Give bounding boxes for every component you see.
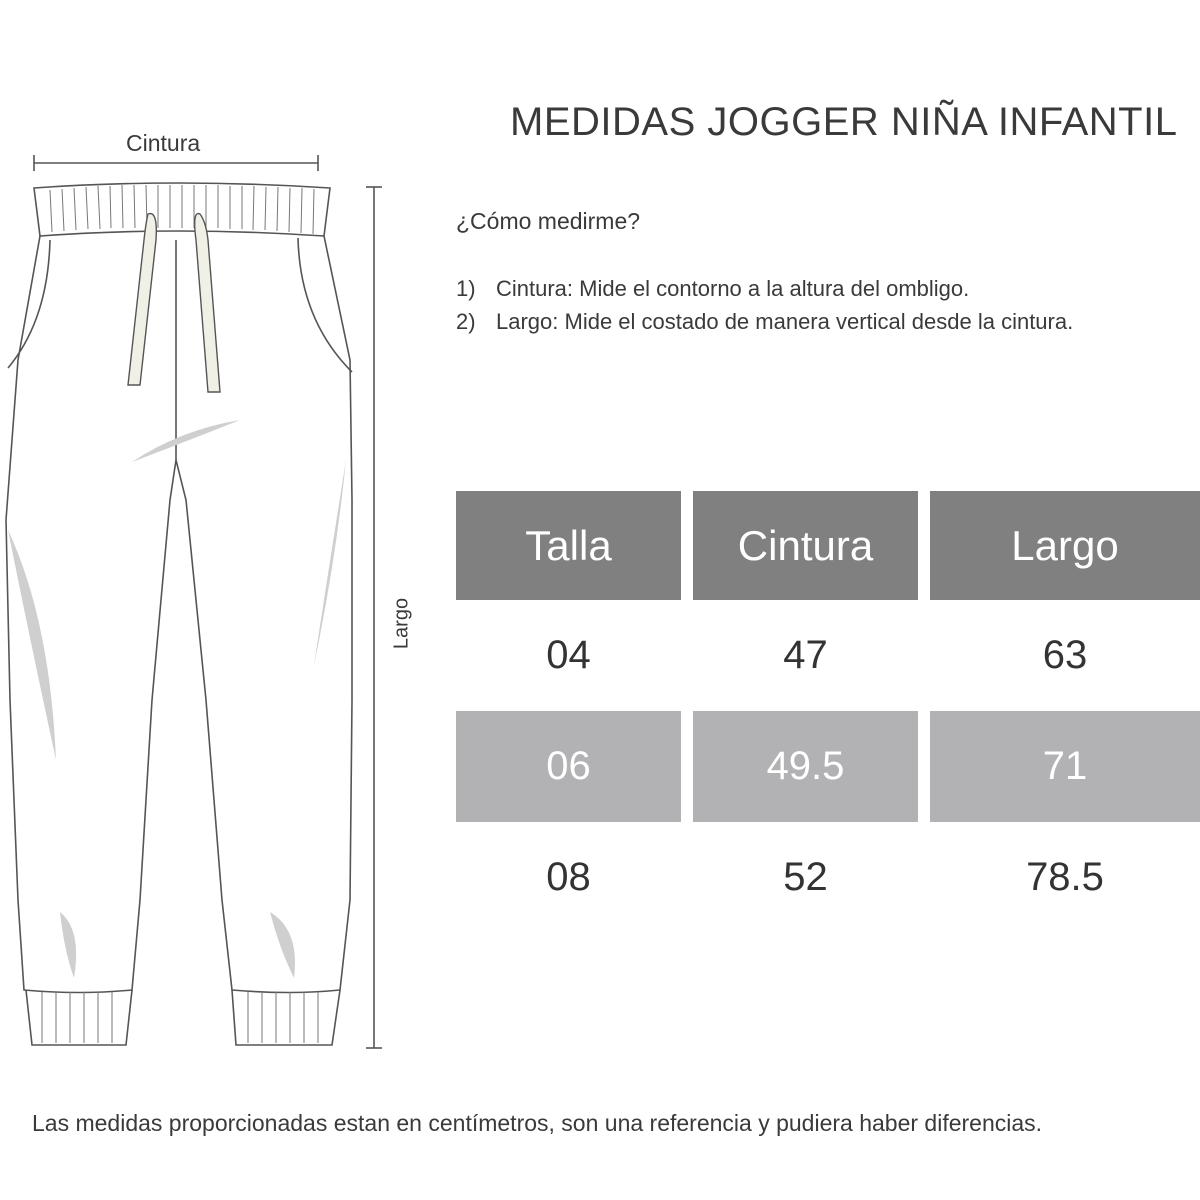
largo-cell: 71: [930, 711, 1200, 822]
largo-cell: 63: [1042, 633, 1088, 677]
instructions-list: [456, 276, 1073, 342]
largo-diagram-label: Largo: [390, 597, 413, 650]
pants-diagram: [0, 0, 440, 1060]
drawstring: [128, 214, 220, 392]
step-number: 1): [456, 276, 476, 301]
how-to-heading: ¿Cómo medirme?: [456, 208, 641, 234]
right-pocket: [298, 238, 352, 372]
table-header-row: [456, 491, 1200, 600]
header-talla: Talla: [456, 491, 681, 600]
table-row: [456, 711, 1200, 822]
largo-cell: 78.5: [1026, 855, 1104, 899]
page-title: MEDIDAS JOGGER NIÑA INFANTIL: [510, 100, 1178, 144]
header-cintura: Cintura: [693, 491, 918, 600]
header-largo: Largo: [930, 491, 1200, 600]
cintura-diagram-label: Cintura: [126, 130, 201, 156]
talla-cell: 06: [456, 711, 681, 822]
left-pocket: [8, 240, 50, 368]
cintura-cell: 47: [783, 633, 828, 677]
pants-outline: [6, 236, 352, 993]
cintura-cell: 49.5: [693, 711, 918, 822]
cintura-cell: 52: [783, 855, 828, 899]
disclaimer-note: Las medidas proporcionadas estan en centímetros, son una referencia y pudiera haber diferencias.: [32, 1110, 1043, 1136]
instruction-step: [456, 309, 1073, 342]
step-number: 2): [456, 309, 476, 334]
talla-cell: 04: [546, 633, 591, 677]
size-table: [456, 491, 1200, 933]
step-text: Cintura: Mide el contorno a la altura del ombligo.: [496, 276, 970, 301]
step-text: Largo: Mide el costado de manera vertical desde la cintura.: [496, 309, 1074, 334]
instruction-step: [456, 276, 1073, 309]
table-row: [456, 600, 1200, 711]
talla-cell: 08: [546, 855, 591, 899]
table-row: [456, 822, 1200, 933]
